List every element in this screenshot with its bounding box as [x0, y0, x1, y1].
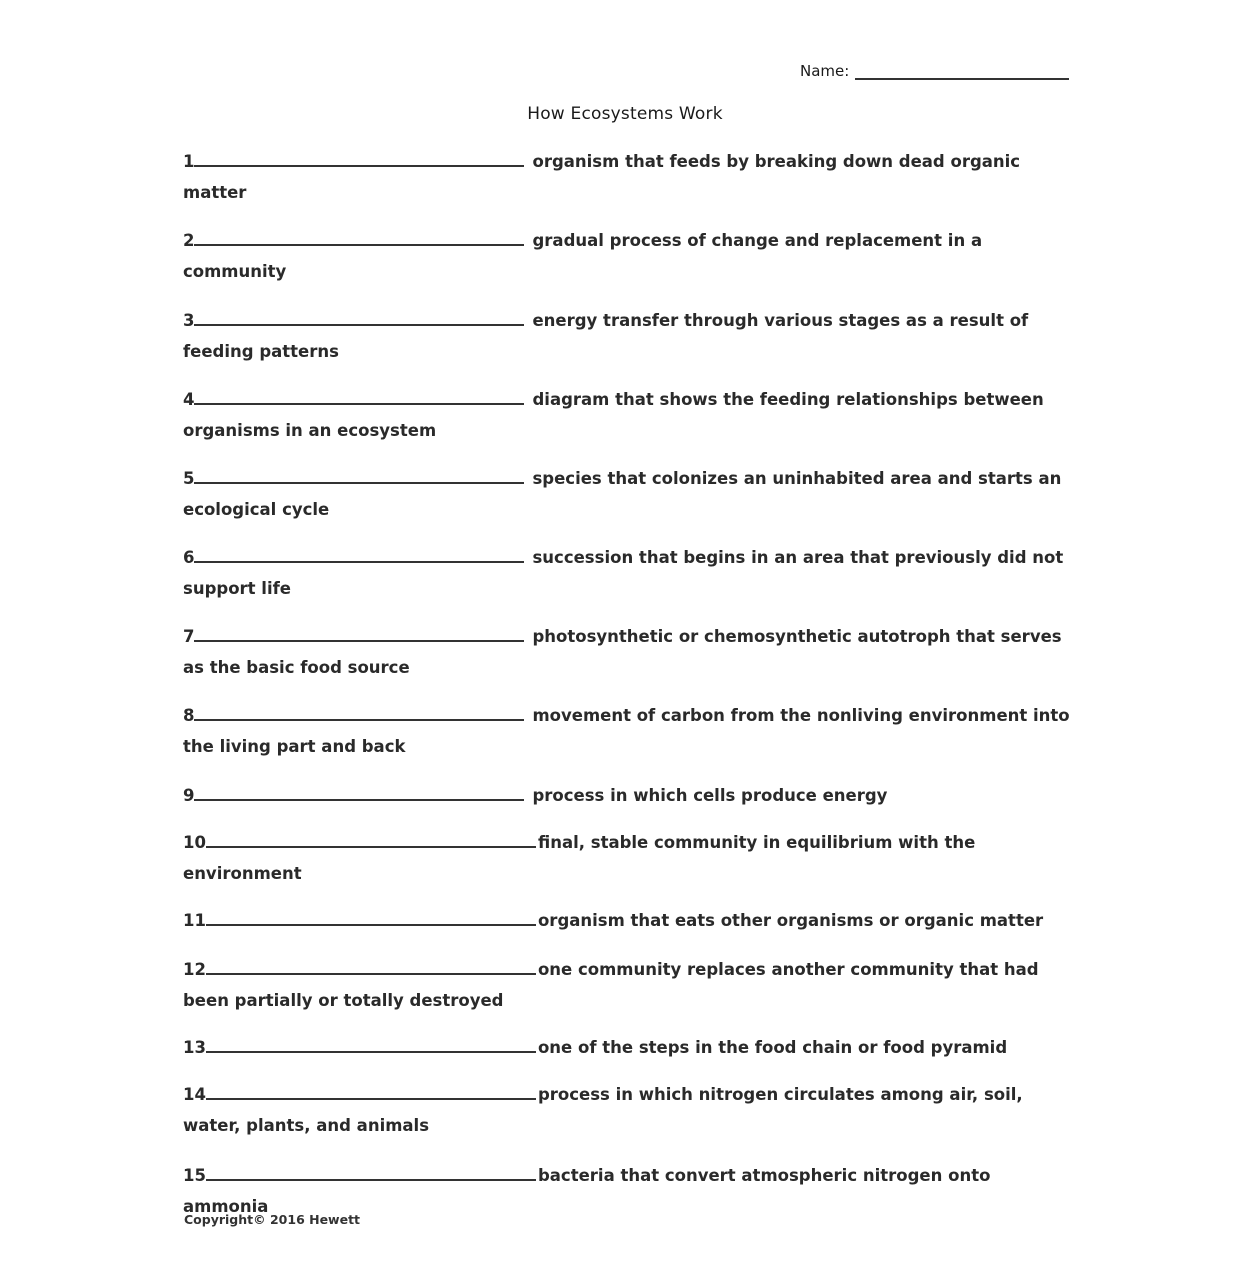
- question-item: [183, 1032, 1073, 1063]
- question-number: 7: [183, 627, 195, 646]
- answer-blank[interactable]: [206, 830, 536, 848]
- name-label: Name:: [800, 62, 850, 80]
- question-definition: organism that eats other organisms or organic matter: [537, 911, 1044, 930]
- question-number: 5: [183, 469, 195, 488]
- question-definition: bacteria that convert atmospheric nitrogen onto ammonia: [183, 1166, 991, 1216]
- answer-blank[interactable]: [194, 228, 524, 246]
- question-definition: diagram that shows the feeding relationships between organisms in an ecosystem: [183, 390, 1044, 440]
- copyright-notice: Copyright© 2016 Hewett: [184, 1212, 361, 1227]
- question-definition: energy transfer through various stages as a result of feeding patterns: [183, 311, 1029, 361]
- answer-blank[interactable]: [194, 149, 524, 167]
- question-number: 13: [183, 1038, 206, 1057]
- answer-blank[interactable]: [206, 1035, 536, 1053]
- answer-blank[interactable]: [194, 545, 524, 563]
- question-definition: species that colonizes an uninhabited area and starts an ecological cycle: [183, 469, 1062, 519]
- answer-blank[interactable]: [194, 308, 524, 326]
- question-definition: succession that begins in an area that previously did not support life: [183, 548, 1064, 598]
- answer-blank[interactable]: [194, 624, 524, 642]
- question-item: [183, 954, 1073, 1016]
- name-blank[interactable]: [855, 60, 1069, 80]
- question-definition: one of the steps in the food chain or food pyramid: [537, 1038, 1008, 1057]
- question-definition: final, stable community in equilibrium with the environment: [183, 833, 976, 883]
- question-number: 8: [183, 706, 195, 725]
- question-definition: one community replaces another community that had been partially or totally destroyed: [183, 960, 1039, 1010]
- question-item: [183, 1079, 1073, 1141]
- answer-blank[interactable]: [206, 1163, 536, 1181]
- question-item: [183, 384, 1073, 446]
- question-number: 12: [183, 960, 206, 979]
- question-number: 9: [183, 786, 195, 805]
- question-item: [183, 621, 1073, 683]
- answer-blank[interactable]: [194, 387, 524, 405]
- answer-blank[interactable]: [194, 783, 524, 801]
- question-number: 4: [183, 390, 195, 409]
- question-number: 11: [183, 911, 206, 930]
- name-field-row: [800, 60, 1069, 80]
- worksheet-title: How Ecosystems Work: [527, 104, 723, 124]
- answer-blank[interactable]: [194, 703, 524, 721]
- answer-blank[interactable]: [194, 466, 524, 484]
- question-item: [183, 542, 1073, 604]
- question-definition: organism that feeds by breaking down dead organic matter: [183, 152, 1021, 202]
- question-definition: process in which cells produce energy: [532, 786, 888, 805]
- question-item: [183, 780, 1073, 811]
- question-item: [183, 827, 1073, 889]
- question-item: [183, 463, 1073, 525]
- question-definition: gradual process of change and replacement in a community: [183, 231, 983, 281]
- answer-blank[interactable]: [206, 957, 536, 975]
- question-number: 3: [183, 311, 195, 330]
- question-definition: photosynthetic or chemosynthetic autotroph that serves as the basic food source: [183, 627, 1062, 677]
- question-item: [183, 146, 1073, 208]
- answer-blank[interactable]: [206, 1082, 536, 1100]
- question-definition: process in which nitrogen circulates among air, soil, water, plants, and animals: [183, 1085, 1023, 1135]
- question-number: 10: [183, 833, 206, 852]
- question-item: [183, 305, 1073, 367]
- question-number: 14: [183, 1085, 206, 1104]
- question-number: 2: [183, 231, 195, 250]
- question-definition: movement of carbon from the nonliving environment into the living part and back: [183, 706, 1070, 756]
- question-number: 1: [183, 152, 195, 171]
- question-item: [183, 905, 1073, 936]
- question-item: [183, 225, 1073, 287]
- question-number: 6: [183, 548, 195, 567]
- question-item: [183, 700, 1073, 762]
- answer-blank[interactable]: [206, 908, 536, 926]
- question-number: 15: [183, 1166, 206, 1185]
